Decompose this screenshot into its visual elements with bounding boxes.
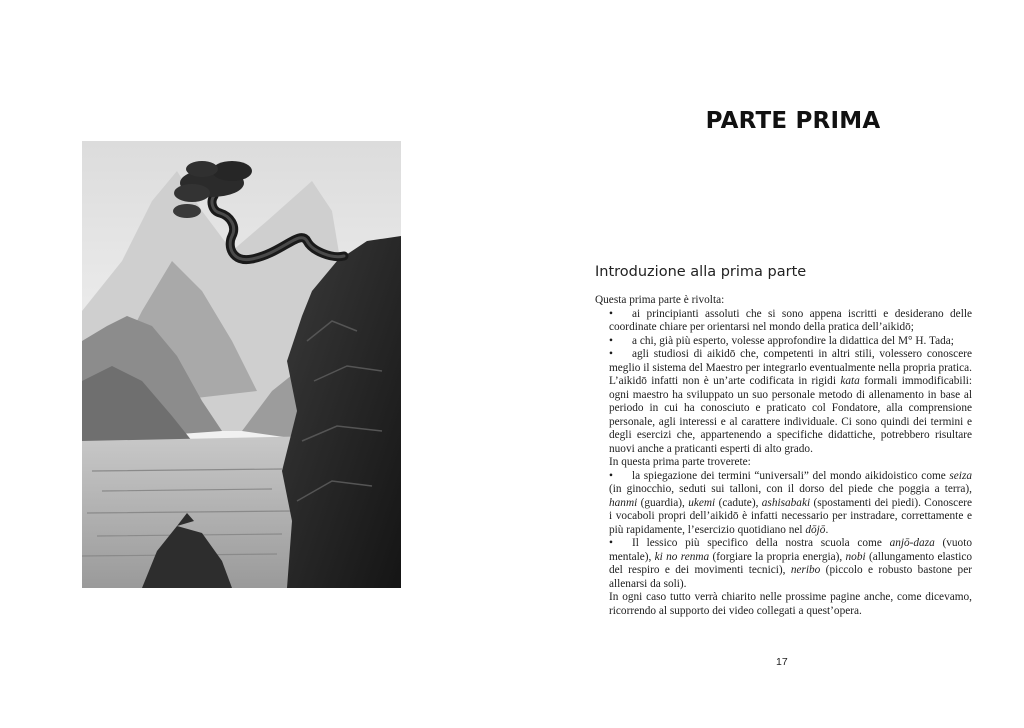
term-ashisabaki: ashisabaki xyxy=(761,496,811,509)
term-dojo: dōjō xyxy=(805,523,826,536)
terms-text: (cadute), xyxy=(715,496,762,509)
part-title: PARTE PRIMA xyxy=(705,108,881,134)
list-item xyxy=(595,308,972,335)
lexicon-text: Il lessico più specifico della nostra scuola come xyxy=(632,537,890,549)
terms-text: (in ginocchio, seduti sui talloni, con il dorso del piede che poggia a terra), xyxy=(609,483,972,495)
bullet-icon: • xyxy=(609,469,613,482)
pencil-landscape-illustration xyxy=(82,141,401,588)
term-ki-no-renma: ki no renma xyxy=(654,550,710,563)
terms-text: . xyxy=(825,523,829,536)
term-hanmi: hanmi xyxy=(609,496,638,509)
bullet-icon: • xyxy=(609,334,613,347)
kata-term: kata xyxy=(840,375,860,387)
list-item-text: agli studiosi di aikidō che, competenti in altri stili, volessero conoscere meglio il sistema del Maestro per integrarlo eventualmente nella propria pratica. xyxy=(609,348,972,374)
list-item xyxy=(595,348,972,456)
list-item xyxy=(595,335,972,349)
kata-text-after: formali immodificabili: ogni maestro ha sviluppato un suo personale metodo di allenamento in base al periodo in cui ha conosciuto e praticato col Fondatore, alla comprensione personale, agli interessi e al carattere individuale. Ci sono quindi dei termini e degli esercizi che, appartenendo a specifiche didattiche, potrebbero risultare nuovi anche a praticanti esperti di alto grado. xyxy=(609,375,972,455)
lexicon-text: (piccolo e robusto bastone per allenarsi da soli). xyxy=(609,564,972,590)
list-item-text: a chi, già più esperto, volesse approfondire la didattica del M° H. Tada; xyxy=(632,334,954,347)
list-item-text: ai principianti assoluti che si sono appena iscritti e desiderano delle coordinate chiare per orientarsi nel mondo della pratica dell’aikidō; xyxy=(609,307,972,333)
landscape-drawing xyxy=(82,141,401,588)
bullet-icon: • xyxy=(609,537,613,549)
bullet-icon: • xyxy=(609,307,613,320)
terms-text: (spostamenti dei piedi). Conoscere i vocaboli propri dell’aikidō è infatti necessario per instradare, correttamente e più rapidamente, l’esercizio quotidiano nel xyxy=(609,496,972,536)
lexicon-text: (vuoto mentale), xyxy=(609,537,972,563)
kata-text-before: L’aikidō infatti non è un’arte codificata in rigidi xyxy=(609,375,841,387)
terms-text: la spiegazione dei termini “universali” del mondo aikidoistico come xyxy=(632,469,950,482)
section-title: Introduzione alla prima parte xyxy=(595,264,807,280)
term-anjo-daza: anjō-daza xyxy=(889,537,935,549)
term-ukemi: ukemi xyxy=(688,496,716,509)
list-item-lexicon xyxy=(595,537,972,591)
intro-two-line: In questa prima parte troverete: xyxy=(609,456,751,468)
terms-text: (guardia), xyxy=(637,496,689,509)
lexicon-text: (forgiare la propria energia), xyxy=(709,550,846,563)
closing-paragraph: In ogni caso tutto verrà chiarito nelle prossime pagine anche, come dicevamo, ricorrendo al supporto dei video collegati a quest’opera. xyxy=(609,591,972,617)
page-number: 17 xyxy=(776,656,788,668)
list-item-terms xyxy=(595,470,972,538)
term-seiza: seiza xyxy=(949,469,972,482)
lexicon-text: (allungamento elastico del respiro e dei movimenti tecnici), xyxy=(609,550,973,576)
bullet-icon: • xyxy=(609,348,613,360)
term-nobi: nobi xyxy=(845,550,866,563)
body-text xyxy=(595,294,972,618)
term-neribo: neribo xyxy=(790,564,821,576)
intro-line: Questa prima parte è rivolta: xyxy=(595,294,725,306)
